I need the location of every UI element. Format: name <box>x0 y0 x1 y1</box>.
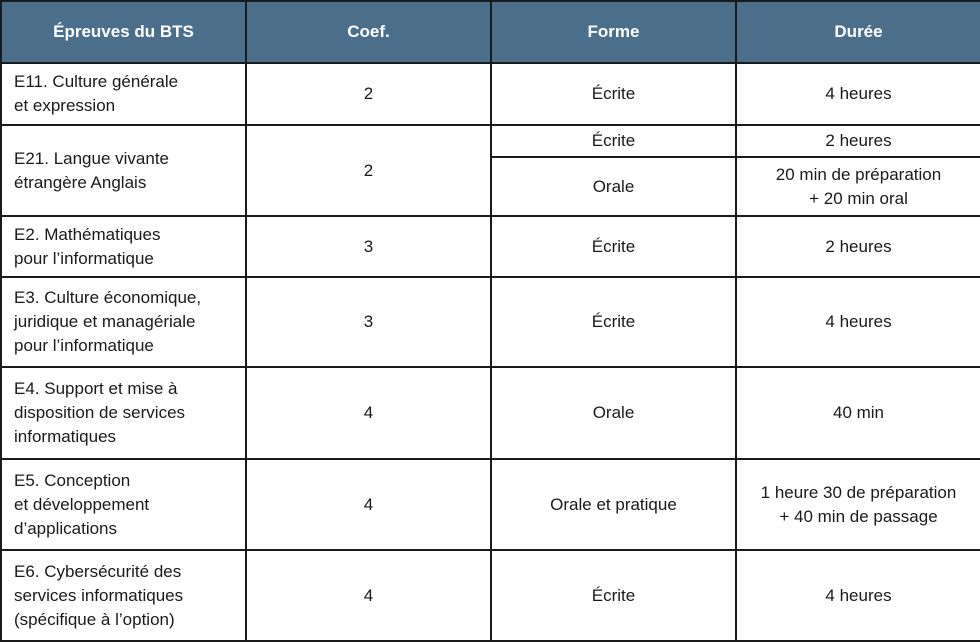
header-duree: Durée <box>736 1 980 63</box>
coef-cell: 4 <box>246 367 491 459</box>
table-row <box>1 459 980 550</box>
name-line: disposition de services <box>14 403 186 422</box>
name-line: E4. Support et mise à <box>14 379 178 398</box>
forme-cell: Écrite <box>491 216 736 277</box>
header-forme: Forme <box>491 1 736 63</box>
duree-line: + 40 min de passage <box>779 506 938 526</box>
exam-name <box>1 277 246 367</box>
name-line: informatiques <box>14 427 117 446</box>
table-row <box>1 367 980 459</box>
name-line: et expression <box>14 96 116 115</box>
forme-cell: Orale <box>491 367 736 459</box>
name-line: E5. Conception <box>14 470 131 490</box>
forme-cell: Écrite <box>491 550 736 641</box>
forme-cell: Orale et pratique <box>491 459 736 550</box>
coef-cell: 4 <box>246 550 491 641</box>
name-line: E21. Langue vivante <box>14 148 170 168</box>
header-row <box>1 1 980 63</box>
exam-name <box>1 216 246 277</box>
name-line: juridique et managériale <box>14 312 196 331</box>
exam-name <box>1 63 246 125</box>
duree-cell: 4 heures <box>736 277 980 367</box>
duree-cell: 2 heures <box>736 216 980 277</box>
duree-cell: 2 heures <box>736 125 980 157</box>
name-line: E3. Culture économique, <box>14 288 202 307</box>
name-line: E2. Mathématiques <box>14 224 161 244</box>
forme-cell: Écrite <box>491 125 736 157</box>
name-line: E6. Cybersécurité des <box>14 561 182 581</box>
coef-cell: 3 <box>246 216 491 277</box>
name-line: (spécifique à l’option) <box>14 609 175 629</box>
duree-line: + 20 min oral <box>809 188 908 208</box>
table-row <box>1 63 980 125</box>
name-line: E11. Culture générale <box>14 72 179 91</box>
name-line: services informatiques <box>14 585 184 605</box>
name-line: pour l’informatique <box>14 336 154 355</box>
coef-cell: 4 <box>246 459 491 550</box>
forme-cell: Écrite <box>491 277 736 367</box>
exam-name <box>1 367 246 459</box>
header-epreuves: Épreuves du BTS <box>1 1 246 63</box>
exam-name <box>1 550 246 641</box>
duree-cell <box>736 459 980 550</box>
name-line: et développement <box>14 494 150 514</box>
exam-name <box>1 459 246 550</box>
forme-cell: Écrite <box>491 63 736 125</box>
duree-cell: 40 min <box>736 367 980 459</box>
header-coef: Coef. <box>246 1 491 63</box>
forme-cell: Orale <box>491 157 736 216</box>
exam-name <box>1 125 246 216</box>
table-row <box>1 277 980 367</box>
table-row <box>1 550 980 641</box>
table-row <box>1 216 980 277</box>
duree-cell: 4 heures <box>736 550 980 641</box>
coef-cell: 2 <box>246 63 491 125</box>
duree-line: 1 heure 30 de préparation <box>760 482 957 502</box>
duree-cell <box>736 157 980 216</box>
coef-cell: 3 <box>246 277 491 367</box>
name-line: étrangère Anglais <box>14 172 147 192</box>
name-line: pour l’informatique <box>14 248 154 268</box>
duree-cell: 4 heures <box>736 63 980 125</box>
name-line: d’applications <box>14 518 118 538</box>
coef-cell: 2 <box>246 125 491 216</box>
duree-line: 20 min de préparation <box>775 164 942 184</box>
table-row <box>1 125 980 157</box>
